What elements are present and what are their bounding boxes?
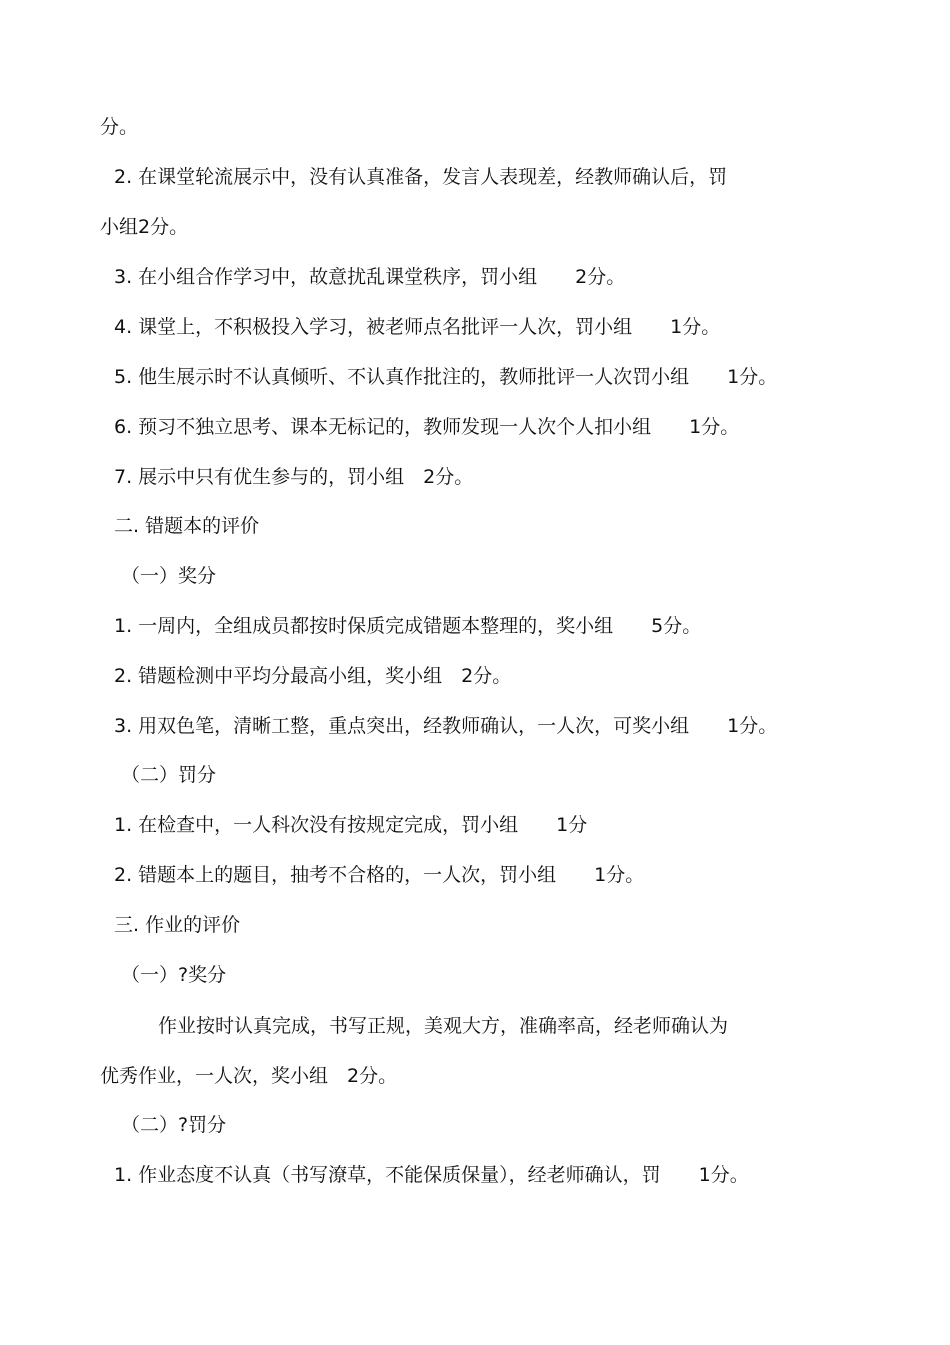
subsection-heading: （二）罚分 (121, 764, 217, 786)
section-heading-2: 二. 错题本的评价 (114, 515, 260, 537)
text-line-6: 5. 他生展示时不认真倾听、不认真作批注的，教师批评一人次罚小组 1分。 (114, 366, 778, 388)
text-line-22: 1. 作业态度不认真（书写潦草，不能保质保量），经老师确认，罚 1分。 (114, 1164, 749, 1186)
subsection-heading: （二）?罚分 (121, 1114, 227, 1136)
text-line-20: 优秀作业，一人次，奖小组 2分。 (100, 1065, 398, 1087)
text-line-3: 小组2分。 (100, 216, 189, 238)
text-line-2: 2. 在课堂轮流展示中，没有认真准备，发言人表现差，经教师确认后，罚 (114, 166, 728, 188)
text-line-13: 3. 用双色笔，清晰工整，重点突出，经教师确认，一人次，可奖小组 1分。 (114, 715, 778, 737)
text-line-8: 7. 展示中只有优生参与的，罚小组 2分。 (114, 466, 474, 488)
text-line-12: 2. 错题检测中平均分最高小组，奖小组 2分。 (114, 665, 512, 687)
text-line-1: 分。 (100, 116, 139, 138)
text-line-5: 4. 课堂上，不积极投入学习，被老师点名批评一人次，罚小组 1分。 (114, 316, 721, 338)
subsection-heading: （一）?奖分 (121, 964, 227, 986)
text-line-11: 1. 一周内，全组成员都按时保质完成错题本整理的，奖小组 5分。 (114, 615, 702, 637)
text-line-15: 1. 在检查中，一人科次没有按规定完成，罚小组 1分 (114, 814, 588, 836)
subsection-heading: （一）奖分 (121, 565, 217, 587)
text-line-4: 3. 在小组合作学习中，故意扰乱课堂秩序，罚小组 2分。 (114, 266, 626, 288)
text-line-7: 6. 预习不独立思考、课本无标记的，教师发现一人次个人扣小组 1分。 (114, 416, 740, 438)
section-heading-3: 三. 作业的评价 (114, 914, 241, 936)
text-line-19: 作业按时认真完成，书写正规，美观大方，准确率高，经老师确认为 (158, 1015, 729, 1037)
text-line-16: 2. 错题本上的题目，抽考不合格的，一人次，罚小组 1分。 (114, 864, 645, 886)
